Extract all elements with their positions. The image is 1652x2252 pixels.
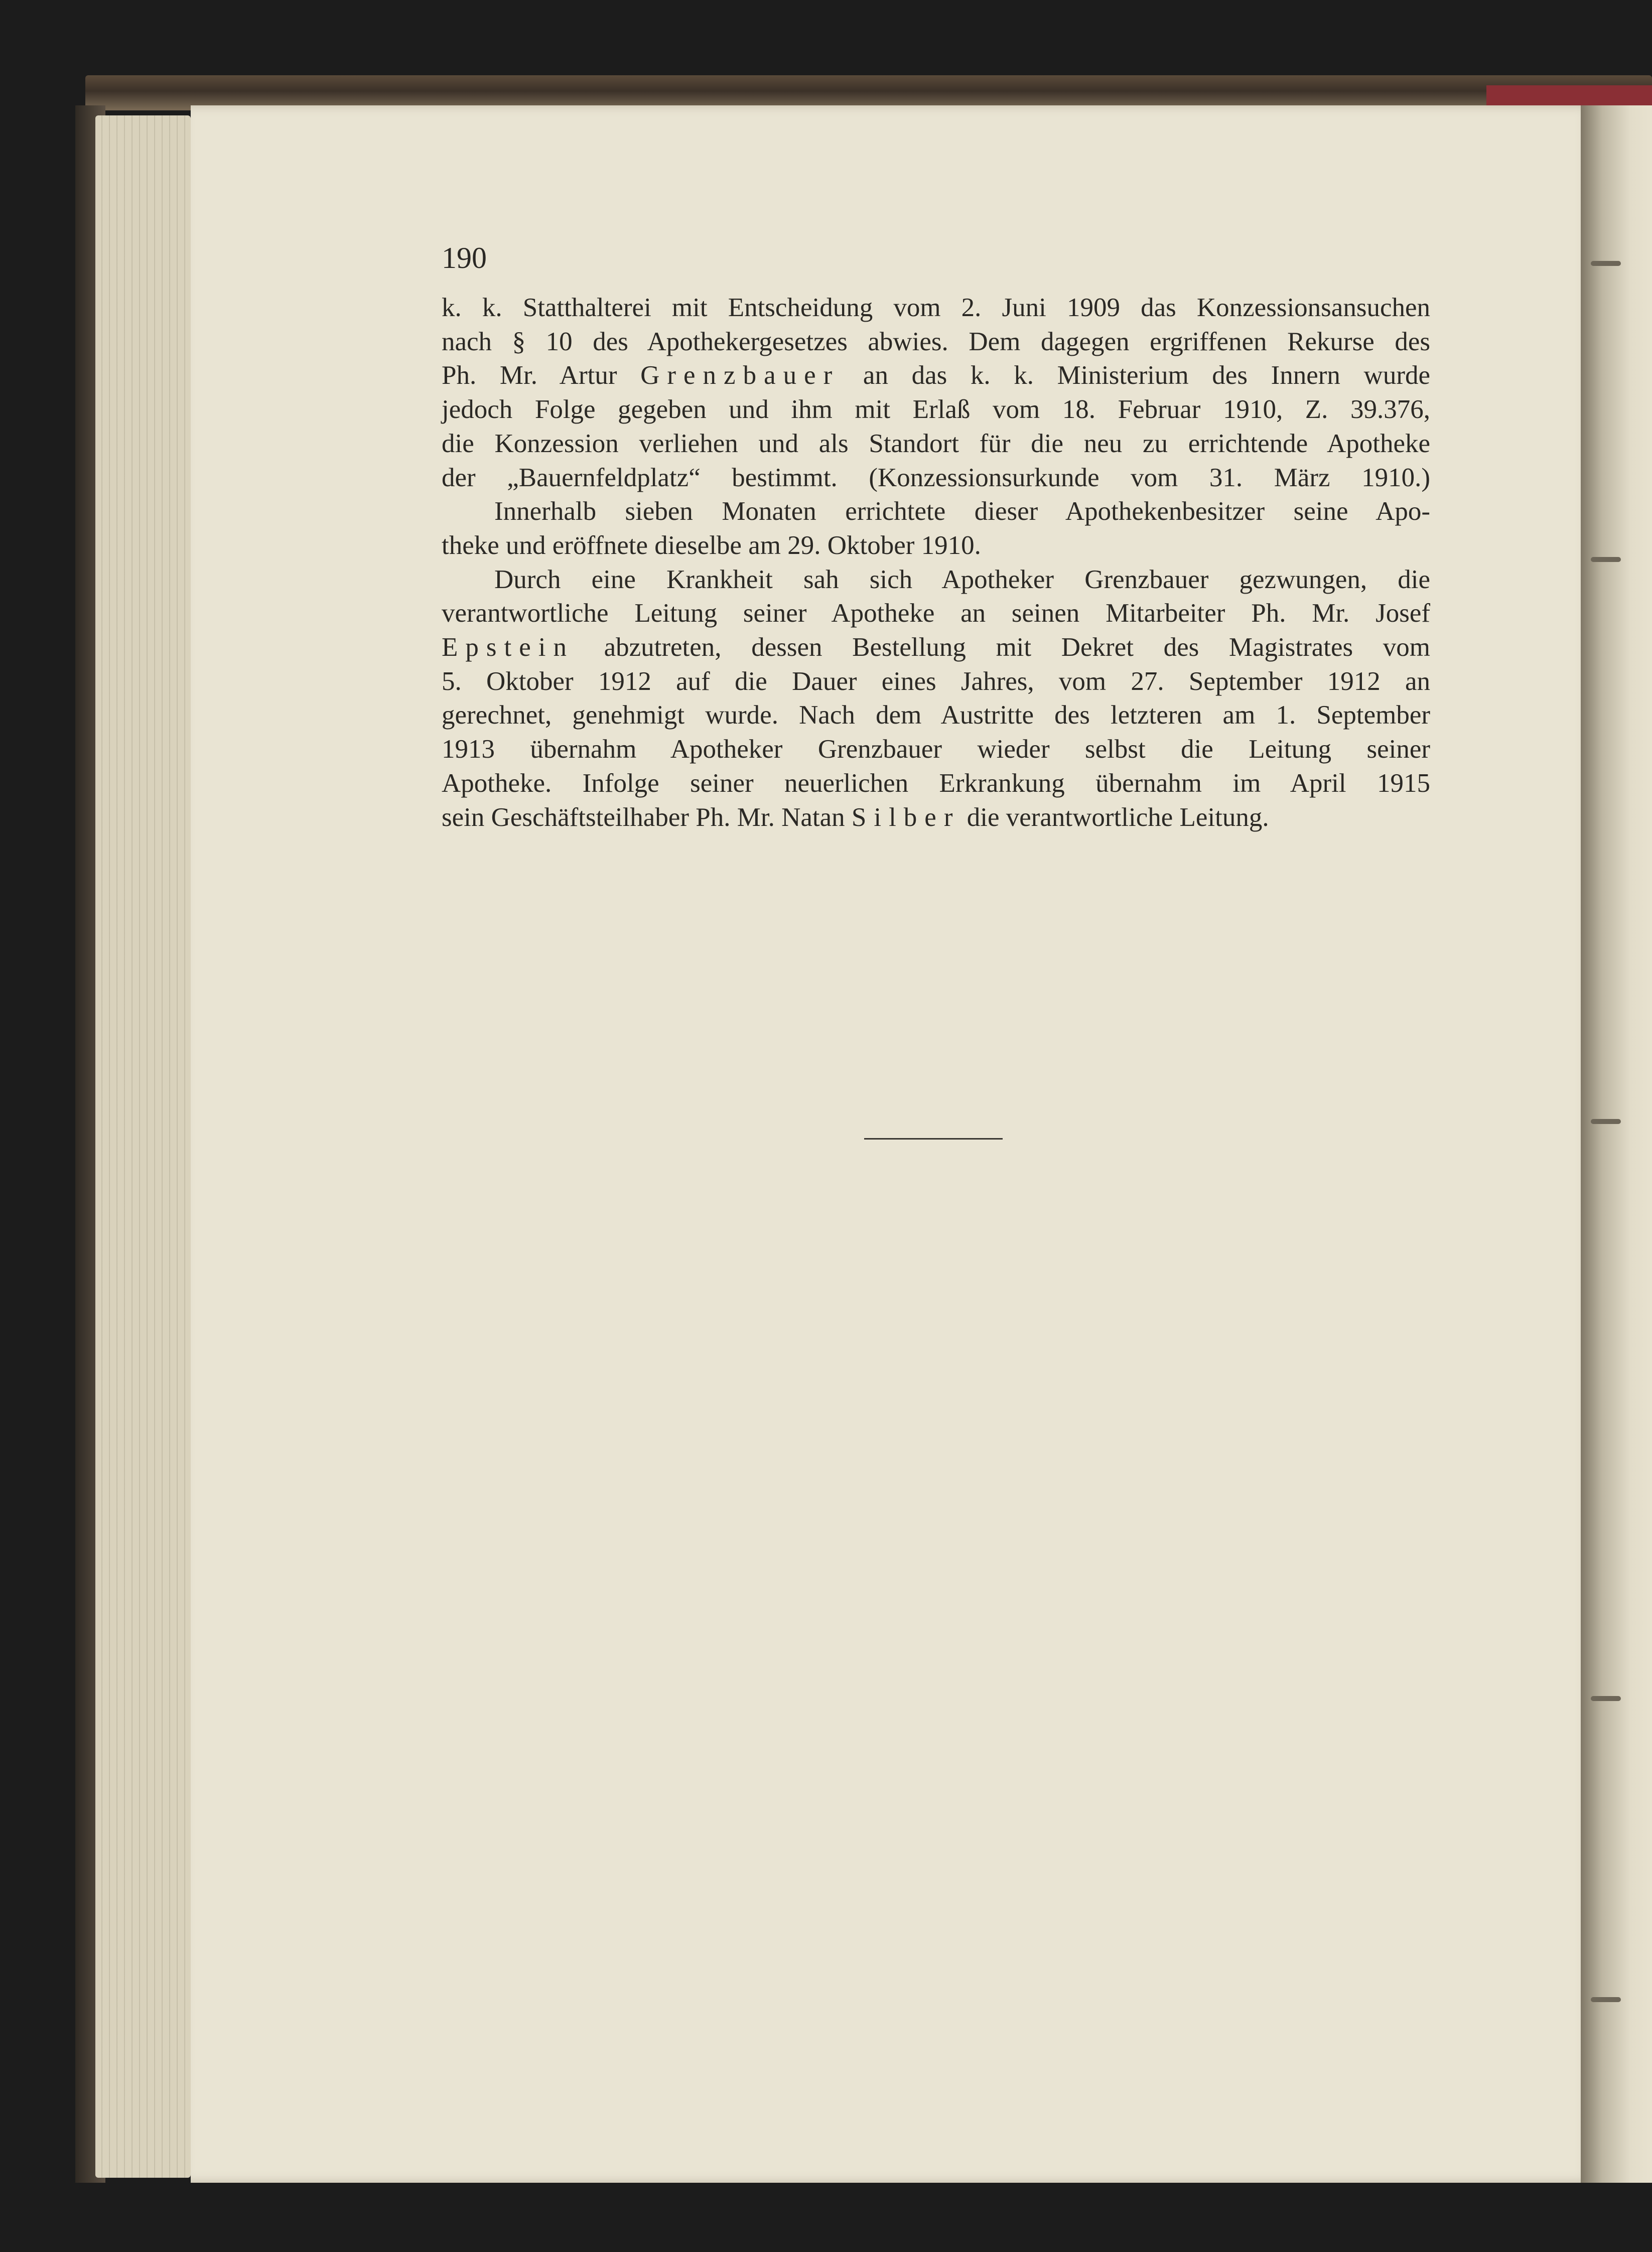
text-line: nach § 10 des Apothekergesetzes abwies. Dem dagegen ergriffenen Rekurse des — [442, 327, 1430, 356]
text-line: verantwortliche Leitung seiner Apotheke an seinen Mitarbeiter Ph. Mr. Josef — [442, 599, 1430, 628]
binding-stitch — [1591, 1997, 1621, 2002]
page-number: 190 — [442, 241, 487, 274]
binding-stitch — [1591, 557, 1621, 562]
page-edges — [95, 115, 191, 2178]
text-fragment: an das k. k. Ministerium des Innern wurde — [840, 361, 1430, 390]
text-line: Durch eine Krankheit sah sich Apotheker Grenzbauer gezwungen, die — [494, 565, 1430, 594]
text-line: gerechnet, genehmigt wurde. Nach dem Austritte des letzteren am 1. September — [442, 700, 1430, 730]
section-divider — [864, 1138, 1003, 1140]
binding-stitch — [1591, 1119, 1621, 1124]
text-fragment: die verantwortliche Leitung. — [960, 802, 1269, 832]
text-line: die Konzession verliehen und als Standort für die neu zu errichtende Apotheke — [442, 429, 1430, 458]
text-line: 1913 übernahm Apotheker Grenzbauer wieder selbst die Leitung seiner — [442, 735, 1430, 764]
text-line: 5. Oktober 1912 auf die Dauer eines Jahres, vom 27. September 1912 an — [442, 666, 1430, 696]
spaced-name-silber: Silber — [851, 802, 960, 832]
text-line: k. k. Statthalterei mit Entscheidung vom 2. Juni 1909 das Konzessionsansuchen — [442, 293, 1430, 322]
text-line — [442, 359, 1430, 393]
text-line — [442, 631, 1430, 665]
text-line: Apotheke. Infolge seiner neuerlichen Erkrankung übernahm im April 1915 — [442, 768, 1430, 798]
text-line: Innerhalb sieben Monaten errichtete dieser Apothekenbesitzer seine Apo- — [494, 497, 1430, 526]
text-line: theke und eröffnete dieselbe am 29. Oktober 1910. — [442, 530, 981, 560]
body-text — [442, 291, 1430, 834]
text-fragment: abzutreten, dessen Bestellung mit Dekret des Magistrates vom — [574, 633, 1430, 662]
text-line: jedoch Folge gegeben und ihm mit Erlaß vom 18. Februar 1910, Z. 39.376, — [442, 395, 1430, 425]
binding-stitch — [1591, 1696, 1621, 1701]
text-line — [442, 801, 1430, 835]
book-cover-red-edge — [1486, 85, 1652, 105]
spaced-name-epstein: Epstein — [442, 633, 574, 662]
text-line: der „Bauernfeldplatz“ bestimmt. (Konzessionsurkunde vom 31. März 1910.) — [442, 463, 1430, 492]
text-fragment: Ph. Mr. Artur — [442, 361, 641, 390]
text-fragment: sein Geschäftsteilhaber Ph. Mr. Natan — [442, 802, 852, 832]
binding-stitch — [1591, 261, 1621, 266]
spaced-name-grenzbauer: Grenzbauer — [640, 361, 840, 390]
book-gutter — [1581, 105, 1652, 2183]
